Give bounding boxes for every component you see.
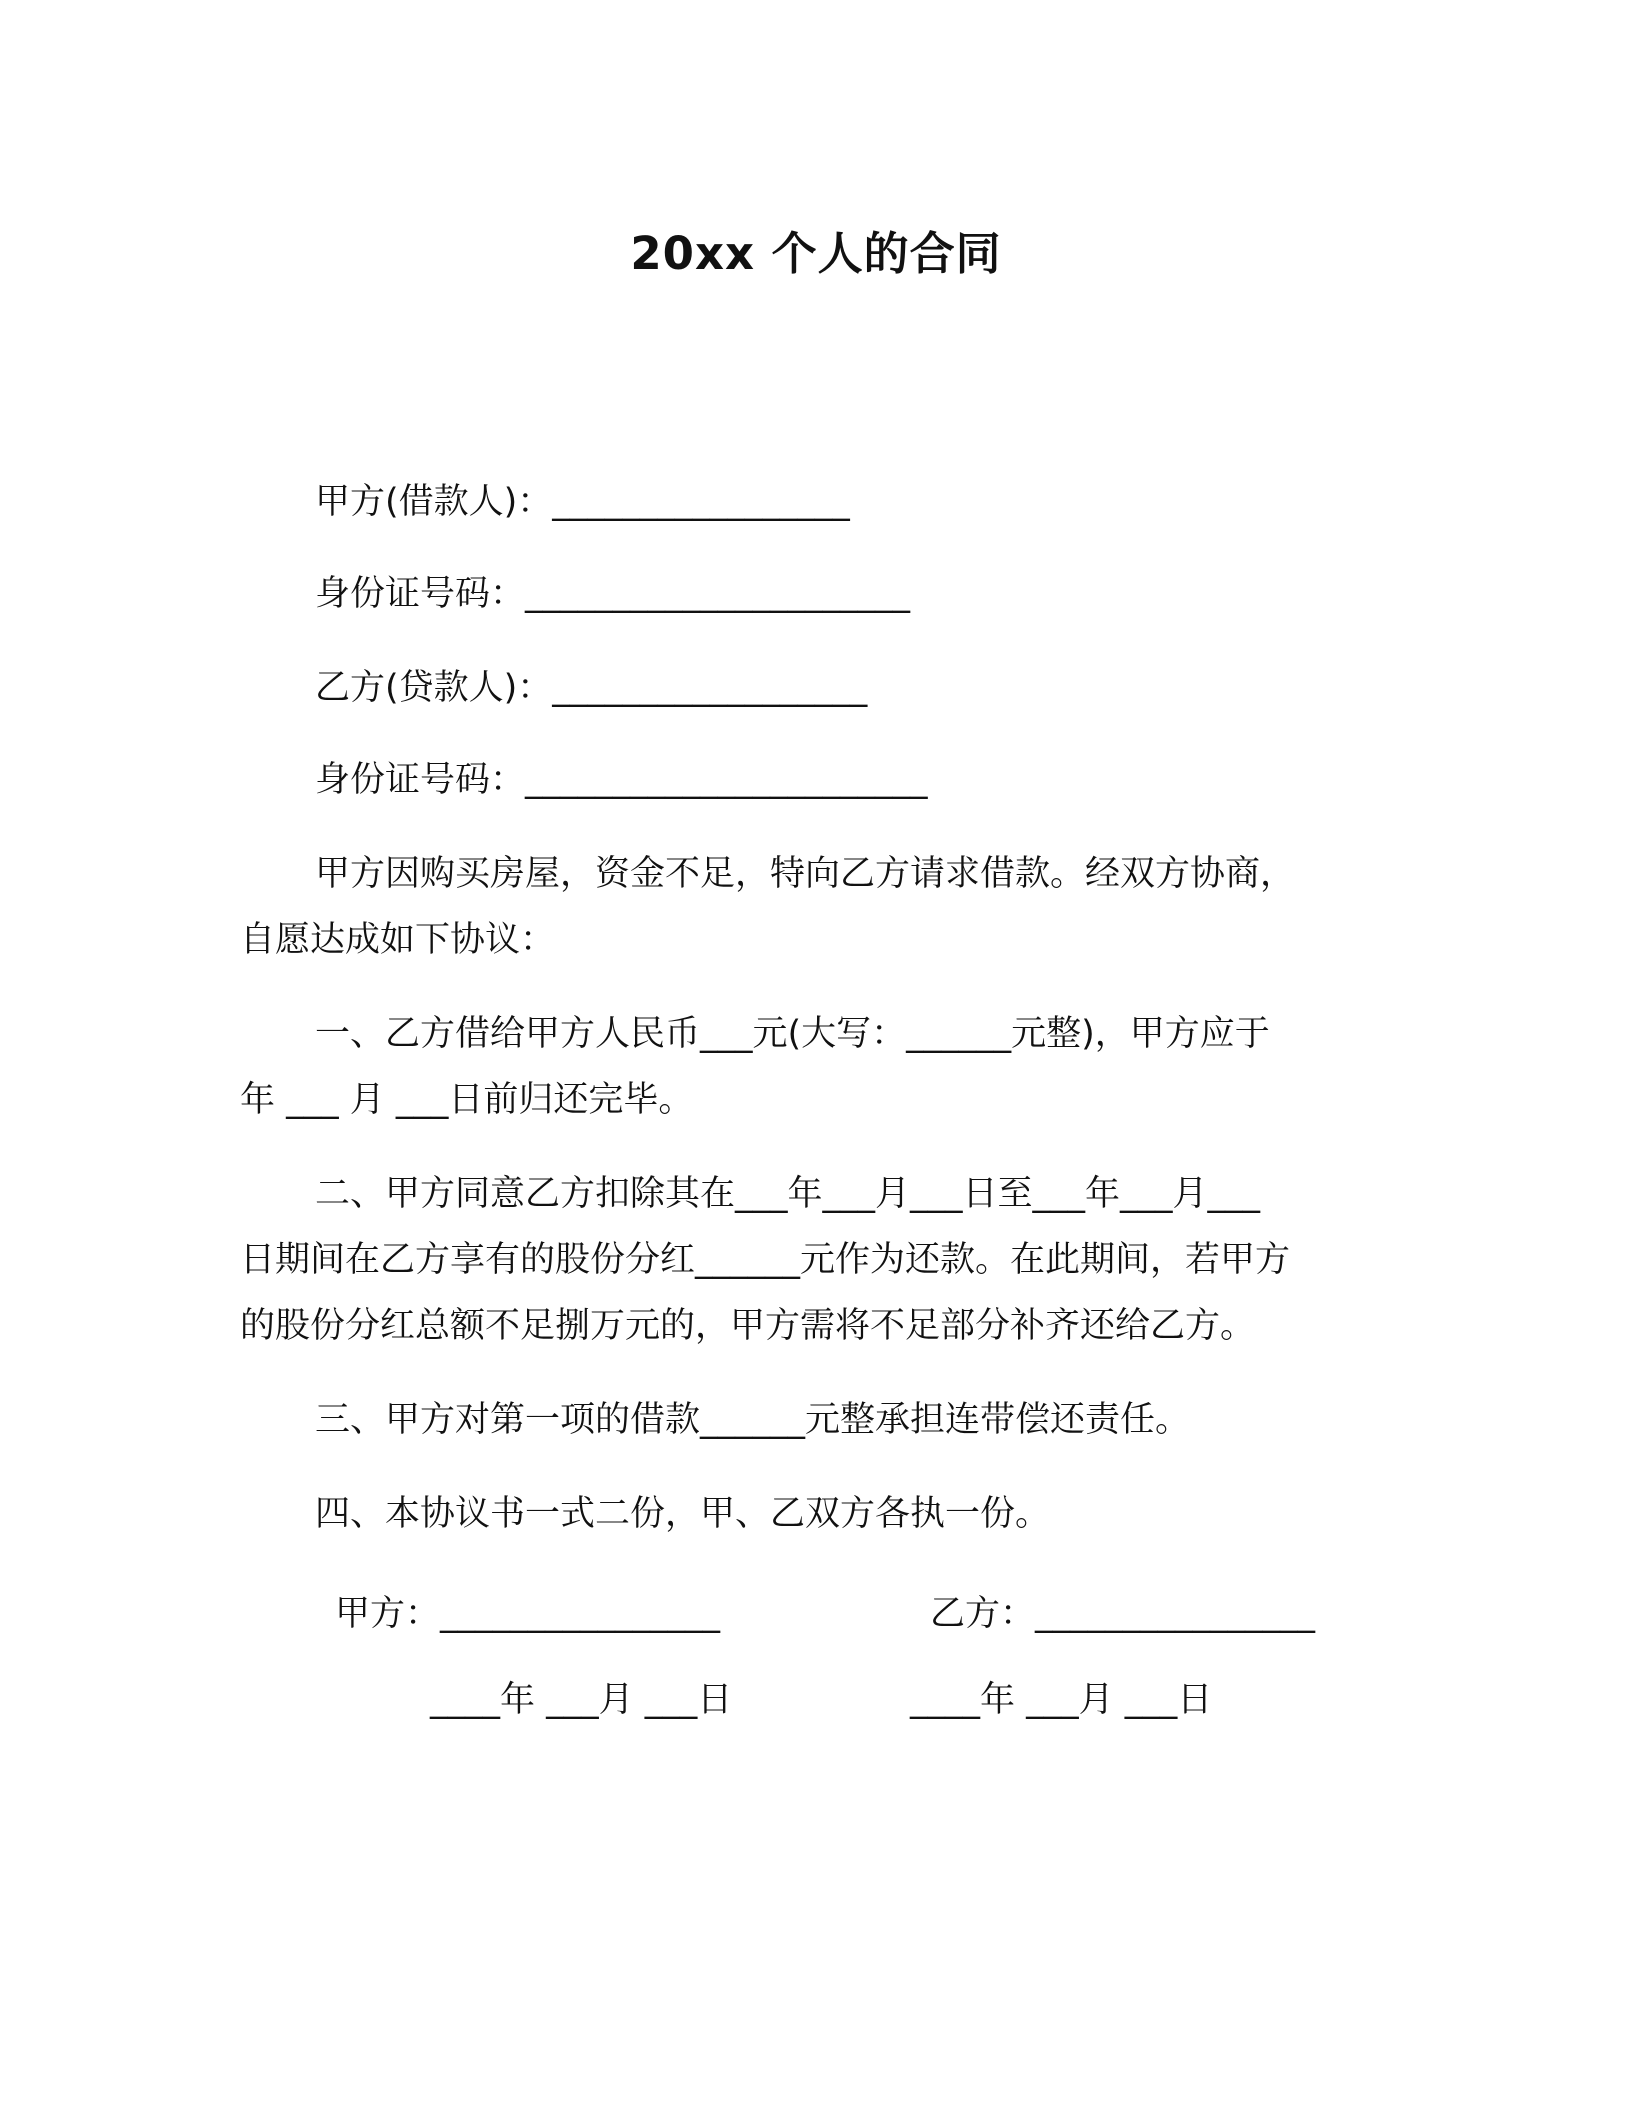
clause-3: 三、甲方对第一项的借款______元整承担连带偿还责任。 — [315, 1400, 1191, 1440]
signature-date-party-b: ____年 ___月 ___日 — [910, 1680, 1213, 1720]
clause-1-line-2: 年 ___ 月 ___日前归还完毕。 — [240, 1080, 694, 1120]
signature-party-b: 乙方：________________ — [930, 1594, 1316, 1634]
clause-4: 四、本协议书一式二份，甲、乙双方各执一份。 — [315, 1494, 1051, 1534]
preamble-line-1: 甲方因购买房屋，资金不足，特向乙方请求借款。经双方协商， — [315, 854, 1296, 894]
party-a-borrower-field: 甲方(借款人)：_________________ — [315, 482, 850, 522]
clause-2-line-2: 日期间在乙方享有的股份分红______元作为还款。在此期间，若甲方 — [240, 1240, 1291, 1280]
clause-2-line-1: 二、甲方同意乙方扣除其在___年___月___日至___年___月___ — [315, 1174, 1261, 1214]
party-b-lender-field: 乙方(贷款人)：__________________ — [315, 668, 868, 708]
document-title: 20xx 个人的合同 — [630, 227, 1002, 280]
signature-party-a: 甲方：________________ — [335, 1594, 721, 1634]
preamble-line-2: 自愿达成如下协议： — [240, 920, 556, 960]
party-b-id-field: 身份证号码：_______________________ — [315, 760, 928, 800]
clause-1-line-1: 一、乙方借给甲方人民币___元(大写：______元整)，甲方应于 — [315, 1014, 1270, 1054]
signature-date-party-a: ____年 ___月 ___日 — [430, 1680, 733, 1720]
clause-2-line-3: 的股份分红总额不足捌万元的，甲方需将不足部分补齐还给乙方。 — [240, 1306, 1256, 1346]
party-a-id-field: 身份证号码：______________________ — [315, 574, 911, 614]
